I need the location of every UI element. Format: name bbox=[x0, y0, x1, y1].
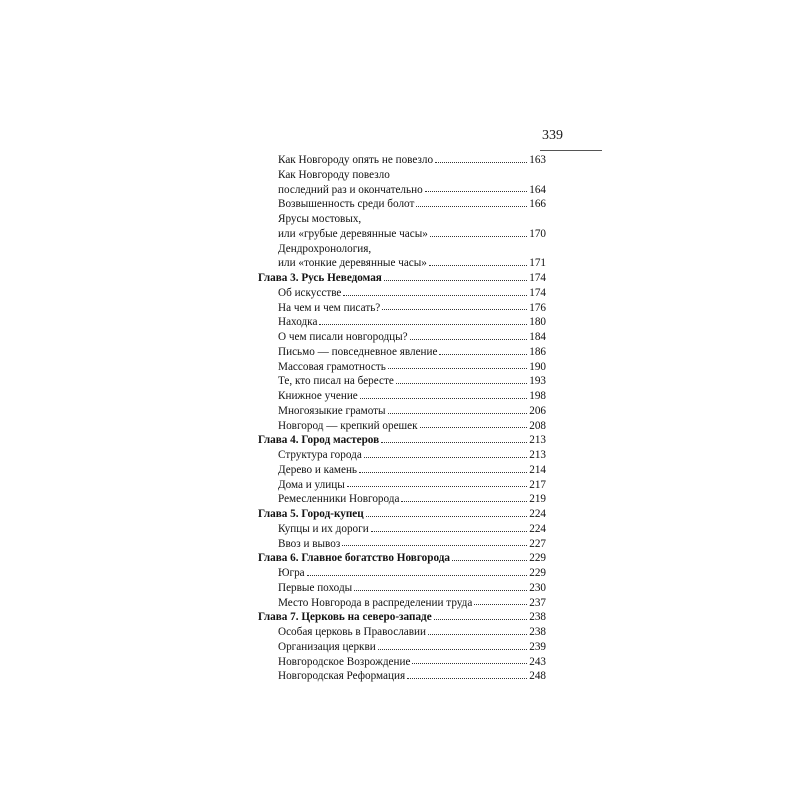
dot-leader bbox=[364, 455, 527, 458]
toc-entry-title: Ввоз и вывоз bbox=[278, 537, 341, 550]
dot-leader bbox=[412, 661, 527, 664]
dot-leader bbox=[342, 543, 527, 546]
toc-page-number: 229 bbox=[529, 567, 546, 579]
toc-entry bbox=[258, 256, 546, 271]
dot-leader bbox=[366, 514, 528, 517]
toc-page-number: 219 bbox=[529, 493, 546, 506]
toc-entry-title: Новгородская Реформация bbox=[278, 670, 406, 683]
toc-chapter-entry bbox=[258, 271, 546, 286]
toc-entry bbox=[258, 374, 546, 389]
toc-entry-title: Глава 7. Церковь на северо-западе bbox=[258, 611, 432, 624]
toc-entry-title: Особая церковь в Православии bbox=[278, 626, 426, 638]
toc-entry-title: Письмо — повседневное явление bbox=[278, 345, 438, 358]
toc-page-number: 224 bbox=[529, 508, 546, 520]
toc-page-number: 237 bbox=[529, 596, 546, 609]
toc-entry-title: Как Новгороду опять не повезло bbox=[278, 154, 434, 166]
toc-entry-title-line bbox=[258, 212, 546, 227]
toc-page-number: 239 bbox=[529, 640, 546, 653]
toc-entry bbox=[258, 537, 546, 552]
toc-page-number: 243 bbox=[529, 655, 546, 668]
toc-page-number: 230 bbox=[529, 581, 546, 594]
toc-entry-title: Возвышенность среди болот bbox=[278, 198, 415, 211]
toc-page-number: 198 bbox=[529, 390, 546, 402]
header-rule bbox=[540, 150, 602, 151]
toc-page-number: 180 bbox=[529, 316, 546, 329]
dot-leader bbox=[388, 411, 528, 414]
toc-entry-title: или «тонкие деревянные часы» bbox=[278, 257, 427, 270]
toc-entry-title: или «грубые деревянные часы» bbox=[278, 227, 428, 240]
toc-entry-title: Структура города bbox=[278, 449, 362, 461]
toc-entry bbox=[258, 492, 546, 507]
toc-entry-title: Как Новгороду повезло bbox=[278, 168, 390, 181]
toc-page-number: 213 bbox=[529, 449, 546, 461]
toc-page-number: 171 bbox=[529, 257, 546, 270]
toc-entry-title: Югра bbox=[278, 567, 305, 579]
toc-entry-title: Глава 5. Город-купец bbox=[258, 508, 364, 520]
dot-leader bbox=[434, 617, 528, 620]
dot-leader bbox=[371, 529, 528, 532]
dot-leader bbox=[407, 676, 527, 679]
toc-entry bbox=[258, 227, 546, 242]
dot-leader bbox=[388, 366, 527, 369]
toc-entry bbox=[258, 153, 546, 168]
dot-leader bbox=[416, 204, 527, 207]
toc-entry bbox=[258, 286, 546, 301]
toc-entry bbox=[258, 301, 546, 316]
toc-entry-title: Место Новгорода в распределении труда bbox=[278, 596, 473, 609]
toc-page-number: 227 bbox=[529, 537, 546, 550]
dot-leader bbox=[430, 234, 527, 237]
toc-entry-title: Массовая грамотность bbox=[278, 360, 386, 373]
toc-page-number: 238 bbox=[529, 611, 546, 624]
toc-page-number: 170 bbox=[529, 227, 546, 240]
toc-entry bbox=[258, 315, 546, 330]
toc-page-number: 166 bbox=[529, 198, 546, 211]
toc-page-number: 238 bbox=[529, 626, 546, 638]
dot-leader bbox=[343, 293, 527, 296]
toc-chapter-entry bbox=[258, 507, 546, 522]
toc-entry-title: Новгород — крепкий орешек bbox=[278, 419, 418, 432]
toc-entry bbox=[258, 389, 546, 404]
dot-leader bbox=[347, 484, 527, 487]
toc-page-number: 174 bbox=[529, 272, 546, 284]
toc-entry bbox=[258, 478, 546, 493]
toc-entry bbox=[258, 655, 546, 670]
toc-page-number: 213 bbox=[529, 434, 546, 447]
dot-leader bbox=[360, 396, 527, 399]
dot-leader bbox=[381, 440, 527, 443]
toc-page-number: 214 bbox=[529, 463, 546, 476]
toc-page-number: 208 bbox=[529, 419, 546, 432]
toc-entry bbox=[258, 419, 546, 434]
toc-entry bbox=[258, 669, 546, 684]
dot-leader bbox=[359, 470, 527, 473]
toc-page-number: 217 bbox=[529, 478, 546, 491]
toc-entry bbox=[258, 522, 546, 537]
toc-page-number: 184 bbox=[529, 331, 546, 343]
dot-leader bbox=[382, 307, 527, 310]
dot-leader bbox=[439, 352, 527, 355]
toc-entry-title: Глава 6. Главное богатство Новгорода bbox=[258, 552, 450, 565]
dot-leader bbox=[420, 425, 528, 428]
toc-entry bbox=[258, 596, 546, 611]
toc-entry-title: Новгородское Возрождение bbox=[278, 655, 411, 668]
toc-page-number: 229 bbox=[529, 552, 546, 565]
dot-leader bbox=[354, 588, 527, 591]
toc-entry-title: Организация церкви bbox=[278, 640, 376, 653]
dot-leader bbox=[428, 632, 527, 635]
toc-entry-title: Дерево и камень bbox=[278, 463, 358, 476]
toc-entry-title: На чем и чем писать? bbox=[278, 301, 381, 314]
dot-leader bbox=[378, 647, 527, 650]
toc-entry-title: Ремесленники Новгорода bbox=[278, 493, 400, 506]
toc-page-number: 206 bbox=[529, 404, 546, 417]
toc-entry-title: Те, кто писал на бересте bbox=[278, 375, 394, 388]
toc-entry-title: Многоязыкие грамоты bbox=[278, 404, 386, 417]
toc-entry bbox=[258, 197, 546, 212]
running-header bbox=[540, 128, 602, 151]
toc-entry bbox=[258, 625, 546, 640]
toc-entry bbox=[258, 360, 546, 375]
toc-entry-title-line bbox=[258, 242, 546, 257]
toc-entry-title: Купцы и их дороги bbox=[278, 522, 369, 535]
toc-entry bbox=[258, 330, 546, 345]
dot-leader bbox=[401, 499, 527, 502]
toc-entry-title: Глава 3. Русь Неведомая bbox=[258, 272, 382, 284]
dot-leader bbox=[452, 558, 527, 561]
dot-leader bbox=[410, 337, 528, 340]
dot-leader bbox=[384, 278, 527, 281]
toc-entry bbox=[258, 566, 546, 581]
toc-page-number: 176 bbox=[529, 301, 546, 314]
toc-entry-title: Дендрохронология, bbox=[278, 242, 372, 255]
toc-entry bbox=[258, 448, 546, 463]
dot-leader bbox=[319, 322, 527, 325]
dot-leader bbox=[435, 160, 527, 163]
toc-entry-title: Книжное учение bbox=[278, 390, 358, 402]
toc-chapter-entry bbox=[258, 610, 546, 625]
toc-entry-title: Глава 4. Город мастеров bbox=[258, 434, 380, 447]
toc-entry bbox=[258, 640, 546, 655]
toc-page-number: 224 bbox=[529, 522, 546, 535]
toc-entry-title: Дома и улицы bbox=[278, 478, 345, 491]
toc-entry-title: последний раз и окончательно bbox=[278, 183, 423, 196]
toc-entry bbox=[258, 345, 546, 360]
toc-chapter-entry bbox=[258, 433, 546, 448]
toc-entry-title: Ярусы мостовых, bbox=[278, 213, 362, 225]
toc-page-number: 174 bbox=[529, 286, 546, 299]
toc-page-number: 186 bbox=[529, 345, 546, 358]
toc-page-number: 193 bbox=[529, 375, 546, 388]
toc-page-number: 190 bbox=[529, 360, 546, 373]
dot-leader bbox=[474, 602, 527, 605]
page-number: 339 bbox=[542, 128, 563, 143]
toc-entry bbox=[258, 581, 546, 596]
toc-entry-title-line bbox=[258, 168, 546, 183]
toc-page-number: 163 bbox=[529, 154, 546, 166]
toc-entry-title: Об искусстве bbox=[278, 286, 342, 299]
toc-entry-title: Находка bbox=[278, 316, 318, 329]
toc-page-number: 164 bbox=[529, 183, 546, 196]
dot-leader bbox=[429, 263, 527, 266]
toc-entry bbox=[258, 463, 546, 478]
toc-entry bbox=[258, 404, 546, 419]
dot-leader bbox=[425, 189, 528, 192]
toc-page-number: 248 bbox=[529, 670, 546, 683]
table-of-contents bbox=[258, 153, 546, 684]
toc-entry-title: О чем писали новгородцы? bbox=[278, 331, 408, 343]
dot-leader bbox=[396, 381, 527, 384]
toc-entry-title: Первые походы bbox=[278, 581, 353, 594]
toc-entry bbox=[258, 183, 546, 198]
toc-chapter-entry bbox=[258, 551, 546, 566]
dot-leader bbox=[307, 573, 528, 576]
